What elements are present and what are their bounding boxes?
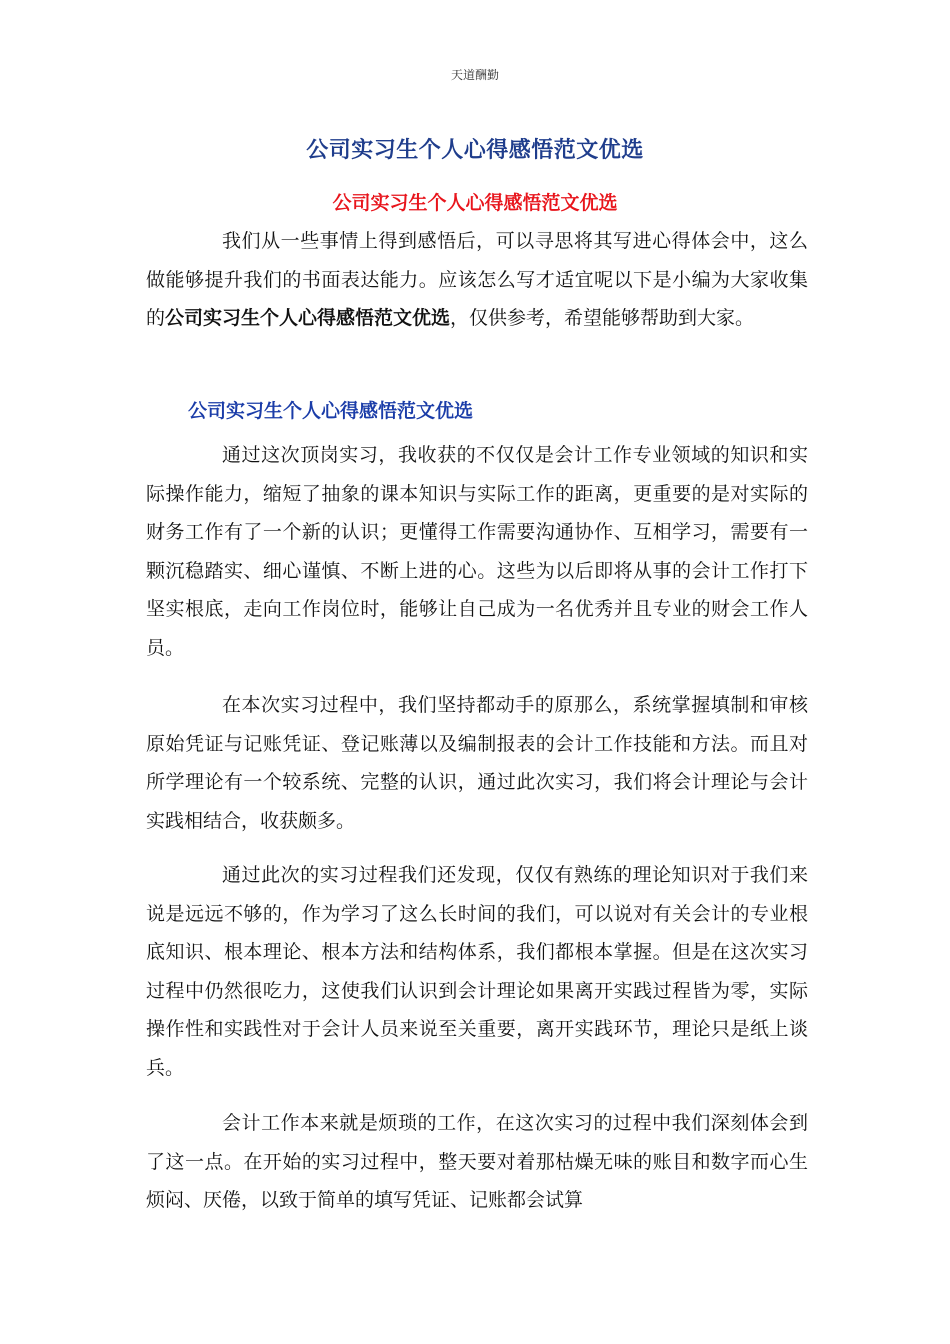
body-paragraph: 会计工作本来就是烦琐的工作，在这次实习的过程中我们深刻体会到了这一点。在开始的实习过程中，整天要对着那枯燥无味的账目和数字而心生烦闷、厌倦，以致于简单的填写凭证、记账都会试算 [146, 1112, 808, 1211]
document-subtitle: 公司实习生个人心得感悟范文优选 [332, 192, 618, 214]
intro-text-before: 我们从一些事情上得到感悟后，可以寻思将其写进心得体会中，这么做能够提升我们的书面表达能力。应该怎么写才适宜呢以下是小编为大家收集的 [146, 230, 808, 329]
intro-block [146, 222, 808, 338]
body-block-4 [146, 1104, 808, 1220]
body-block-3 [146, 856, 808, 1087]
intro-paragraph [146, 222, 808, 338]
document-title: 公司实习生个人心得感悟范文优选 [306, 138, 644, 163]
page-header: 天道酬勤 [450, 68, 499, 82]
section-heading: 公司实习生个人心得感悟范文优选 [188, 400, 474, 422]
intro-text-after: ，仅供参考，希望能够帮助到大家。 [450, 307, 755, 329]
body-paragraph: 在本次实习过程中，我们坚持都动手的原那么，系统掌握填制和审核原始凭证与记账凭证、登记账薄以及编制报表的会计工作技能和方法。而且对所学理论有一个较系统、完整的认识，通过此次实习，我们将会计理论与会计实践相结合，收获颇多。 [146, 694, 808, 832]
body-paragraph: 通过这次顶岗实习，我收获的不仅仅是会计工作专业领域的知识和实际操作能力，缩短了抽象的课本知识与实际工作的距离，更重要的是对实际的财务工作有了一个新的认识；更懂得工作需要沟通协作、互相学习，需要有一颗沉稳踏实、细心谨慎、不断上进的心。这些为以后即将从事的会计工作打下坚实根底，走向工作岗位时，能够让自己成为一名优秀并且专业的财会工作人员。 [146, 444, 808, 659]
body-paragraph: 通过此次的实习过程我们还发现，仅仅有熟练的理论知识对于我们来说是远远不够的，作为学习了这么长时间的我们，可以说对有关会计的专业根底知识、根本理论、根本方法和结构体系，我们都根本掌握。但是在这次实习过程中仍然很吃力，这使我们认识到会计理论如果离开实践过程皆为零，实际操作性和实践性对于会计人员来说至关重要，离开实践环节，理论只是纸上谈兵。 [146, 864, 808, 1079]
body-block-1 [146, 436, 808, 667]
body-block-2 [146, 686, 808, 840]
intro-bold-title: 公司实习生个人心得感悟范文优选 [165, 307, 451, 329]
